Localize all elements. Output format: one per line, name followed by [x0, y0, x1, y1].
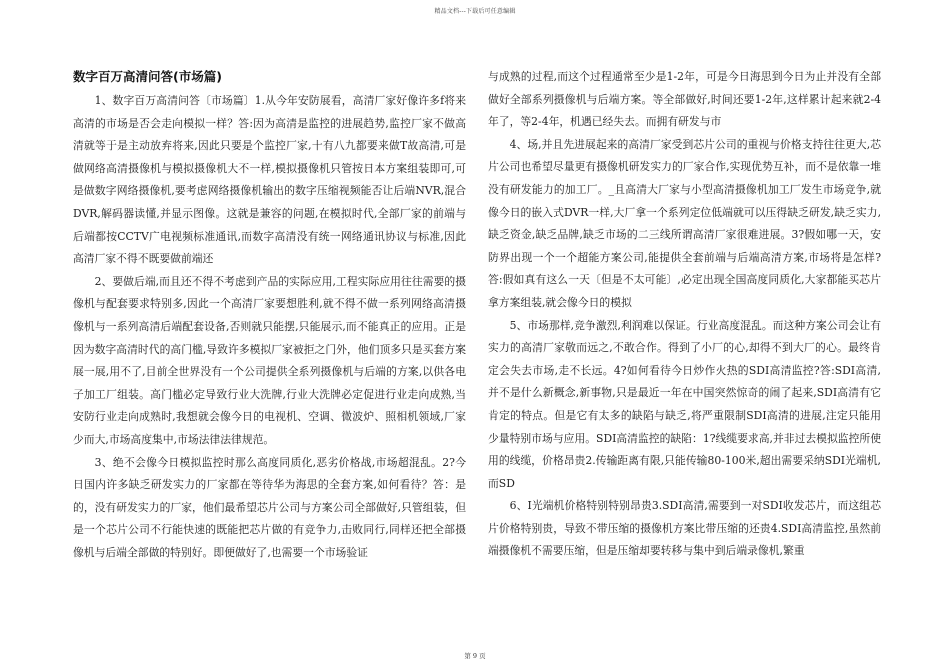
- page-number: 第 9 页: [464, 652, 486, 660]
- paragraph: 2、要做后端,而且还不得不考虑到产品的实际应用,工程实际应用往往需要的摄像机与配套要求特别多,因此一个高清厂家要想胜利,就不得不做一系列网络高清摄像机与一系列高清后端配套设备,否则就只能摆,只能展示,而不能真正的应用。正是因为数字高清时代的高门槛,导致许多模拟厂家被拒之门外，他们顶多只是买套方案展一展,用不了,目前全世界没有一个公司提供全系列摄像机与后端的方案,以供各电子加工厂组装。高门槛必定导致行业大洗牌,行业大洗牌必定促进行业走向成熟,当安防行业走向成熟时,我想就会像今日的电视机、空调、微波炉、照相机领域,厂家少而大,市场高度集中,市场法律法律规范。: [73, 274, 466, 446]
- right-column: [488, 66, 881, 563]
- paragraph: 6、I光端机价格特别特别昂贵3.SDI高清,需要到一对SDI收发芯片，而这组芯片价格特别贵，导致不带压缩的摄像机方案比带压缩的还贵4.SDI高清监控,虽然前端摄像机不需要压缩，但是压缩却要转移与集中到后端录像机,繁重: [488, 499, 881, 558]
- paragraph: 4、场,并且先进展起来的高清厂家受到芯片公司的重视与价格支持往往更大,芯片公司也希望尽量更有摄像机研发实力的厂家合作,实现优势互补，而不是依靠一堆没有研发能力的加工厂。_且高清大厂家与小型高清摄像机加工厂发生市场竞争,就像今日的嵌入式DVR一样,大厂拿一个系列定位低端就可以压得缺乏研发,缺乏实力,缺乏资金,缺乏品牌,缺乏市场的二三线所谓高清厂家很难进展。3?假如哪一天，安防界出现一个一个超能方案公司,能提供全套前端与后端高清方案,市场将是怎样?答:假如真有这么一天〔但是不太可能〕,必定出现全国高度同质化,大家都能买芯片拿方案组装,就会像今日的模拟: [488, 137, 881, 309]
- paragraph: 1、数字百万高清问答〔市场篇〕1.从今年安防展看，高清厂家好像许多f将来高清的市场是否会走向模拟一样？答:因为高清是监控的进展趋势,监控厂家不做高清就等于是主动放弃将来,因此只要是个监控厂家,十有八九都要来做T故高清,可是做网络高清摄像机与模拟摄像机大不一样,模拟摄像机只管按日本方案组装即可,可是做数字网络摄像机,要考虑网络摄像机输出的数字压缩视频能否让后端NVR,混合DVR,解码器读懂,并显示图像。这就是兼容的问题,在模拟时代,全部厂家的前端与后端都按CCTV广电视频标准通讯,而数字高清没有统一网络通讯协议与标准,因此高清厂家不得不既要做前端还: [73, 94, 466, 266]
- page-header: 精品文档---下载后可任意编辑: [434, 8, 516, 15]
- paragraph: 3、绝不会像今日模拟监控时那么高度同质化,恶劣价格战,市场超混乱。2?今日国内许多缺乏研发实力的厂家都在等待华为海思的全套方案,如何看待？答：是的，没有研发实力的厂家，他们最希望芯片公司与方案公司全部做好,只管组装，但是一个芯片公司不行能快速的既能把芯片做的有竞争力,击败同行,同样还把全部摄像机与后端全部做的特别好。即便做好了,也需要一个市场验证: [73, 455, 466, 559]
- paragraph: 5、市场那样,竞争激烈,利润难以保证。行业高度混乱。而这种方案公司会让有实力的高清厂家敬而远之,不敢合作。得到了小厂的心,却得不到大厂的心。最终肯定会失去市场,走不长远。4?如何看待今日炒作火热的SDI高清监控?答:SDI高清,并不是什么新概念,新事物,只是最近一年在中国突然惊奇的闹了起来,SDI高清有它肯定的特点。但是它有太多的缺陷与缺乏,将严重限制SDI高清的进展,注定只能用少量特别市场与应用。SDI高清监控的缺陷：1?线缆要求高,并非过去模拟监控所使用的线缆，价格昂贵2.传输距离有限,只能传输80-100米,超出需要采纳SDI光端机,而SD: [488, 318, 881, 490]
- left-column: [73, 68, 466, 564]
- document-title: 数字百万高清问答(市场篇): [73, 69, 222, 84]
- paragraph: 与成熟的过程,而这个过程通常至少是1-2年，可是今日海思到今日为止并没有全部做好全部系列摄像机与后端方案。等全部做好,时间还要1-2年,这样累计起来就2-4年了，等2-4年，机遇已经失去。而拥有研发与市: [488, 70, 881, 129]
